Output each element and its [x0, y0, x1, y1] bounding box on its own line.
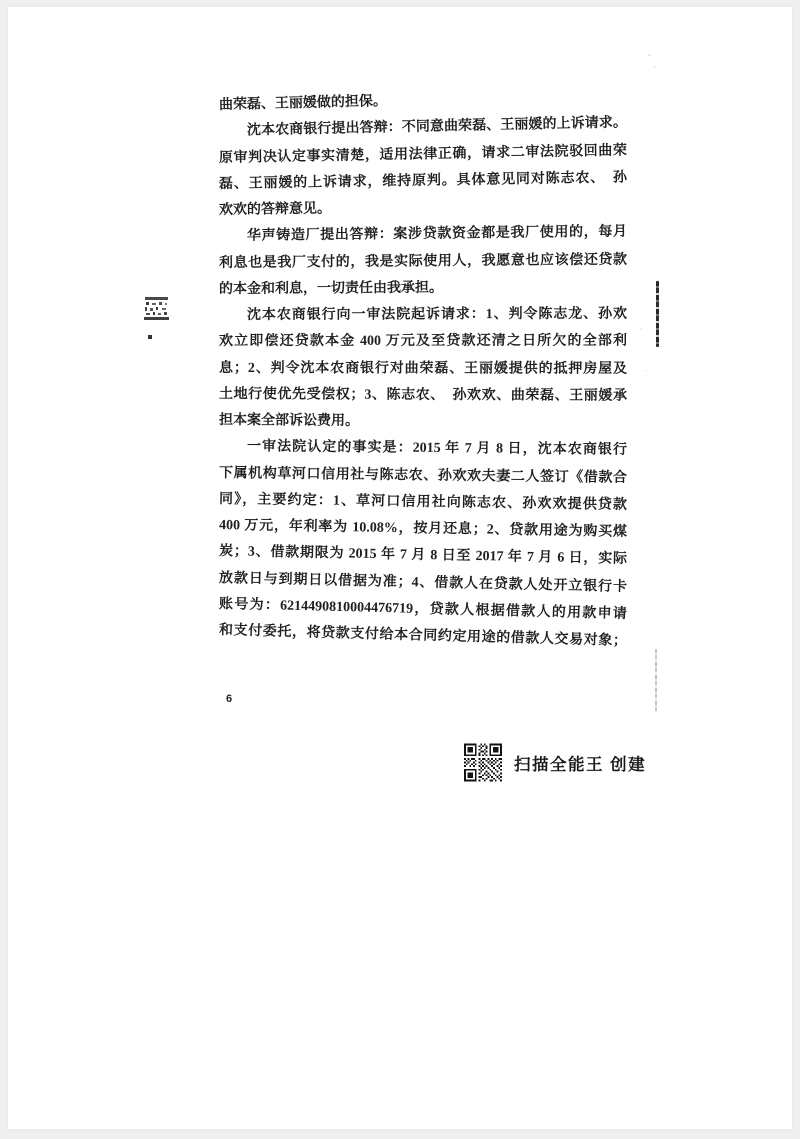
scan-line-artifact-lower [655, 649, 657, 713]
text-line: 息；2、判令沈本农商银行对曲荣磊、王丽媛提供的抵押房屋及 [218, 360, 628, 377]
text-line: 原审判决认定事实清楚，适用法律正确，请求二审法院驳回曲荣 [218, 142, 628, 166]
text-line: 磊、王丽媛的上诉请求，维持原判。具体意见同对陈志农、 孙 [218, 170, 628, 192]
scan-speck [640, 328, 642, 330]
scan-speck [648, 54, 651, 56]
text-line: 欢立即偿还贷款本金 400 万元及至贷款还清之日所欠的全部利 [218, 333, 628, 350]
text-line: 土地行使优先受偿权；3、陈志农、 孙欢欢、曲荣磊、王丽媛承 [218, 386, 628, 404]
scan-speck [654, 66, 656, 68]
text-line: 曲荣磊、王丽媛做的担保。 [218, 94, 388, 113]
document-text [218, 93, 628, 650]
text-line: 同》，主要约定：1、草河口信用社向陈志农、孙欢欢提供贷款 [218, 491, 628, 513]
text-line: 放款日与到期日以借据为准；4、借款人在贷款人处开立银行卡 [218, 570, 628, 595]
scan-speck [645, 370, 647, 372]
text-line: 账号为：6214490810004476719，贷款人根据借款人的用款申请 [218, 596, 628, 622]
watermark-label: 扫描全能王 创建 [514, 755, 647, 774]
text-line: 利息也是我厂支付的，我是实际使用人，我愿意也应该偿还贷款 [218, 252, 628, 271]
text-line: 欢欢的答辩意见。 [218, 201, 332, 218]
text-line: 400 万元，年利率为 10.08%，按月还息；2、贷款用途为购买煤 [218, 518, 628, 540]
text-line: 华声铸造厂提出答辩：案涉贷款资金都是我厂使用的，每月 [246, 224, 628, 244]
text-line: 下属机构草河口信用社与陈志农、孙欢欢夫妻二人签订《借款合 [218, 465, 628, 486]
text-line: 担本案全部诉讼费用。 [218, 413, 360, 429]
page-number: 6 [226, 693, 233, 705]
camscanner-watermark [464, 742, 646, 783]
scan-smudge-stamp [136, 289, 174, 343]
scan-line-artifact-upper [656, 281, 659, 347]
text-line: 一审法院认定的事实是：2015 年 7 月 8 日，沈本农商银行 [246, 439, 628, 459]
text-line: 的本金和利息，一切责任由我承担。 [218, 280, 444, 297]
text-line: 炭；3、借款期限为 2015 年 7 月 8 日至 2017 年 7 月 6 日，实际 [218, 544, 628, 568]
text-line: 沈本农商银行向一审法院起诉请求：1、判令陈志龙、孙欢 [246, 306, 628, 323]
document-paper [8, 7, 792, 1129]
qr-code-icon [464, 742, 502, 783]
text-line: 和支付委托，将贷款支付给本合同约定用途的借款人交易对象； [218, 623, 628, 650]
text-line: 沈本农商银行提出答辩：不同意曲荣磊、王丽媛的上诉请求。 [246, 115, 628, 139]
